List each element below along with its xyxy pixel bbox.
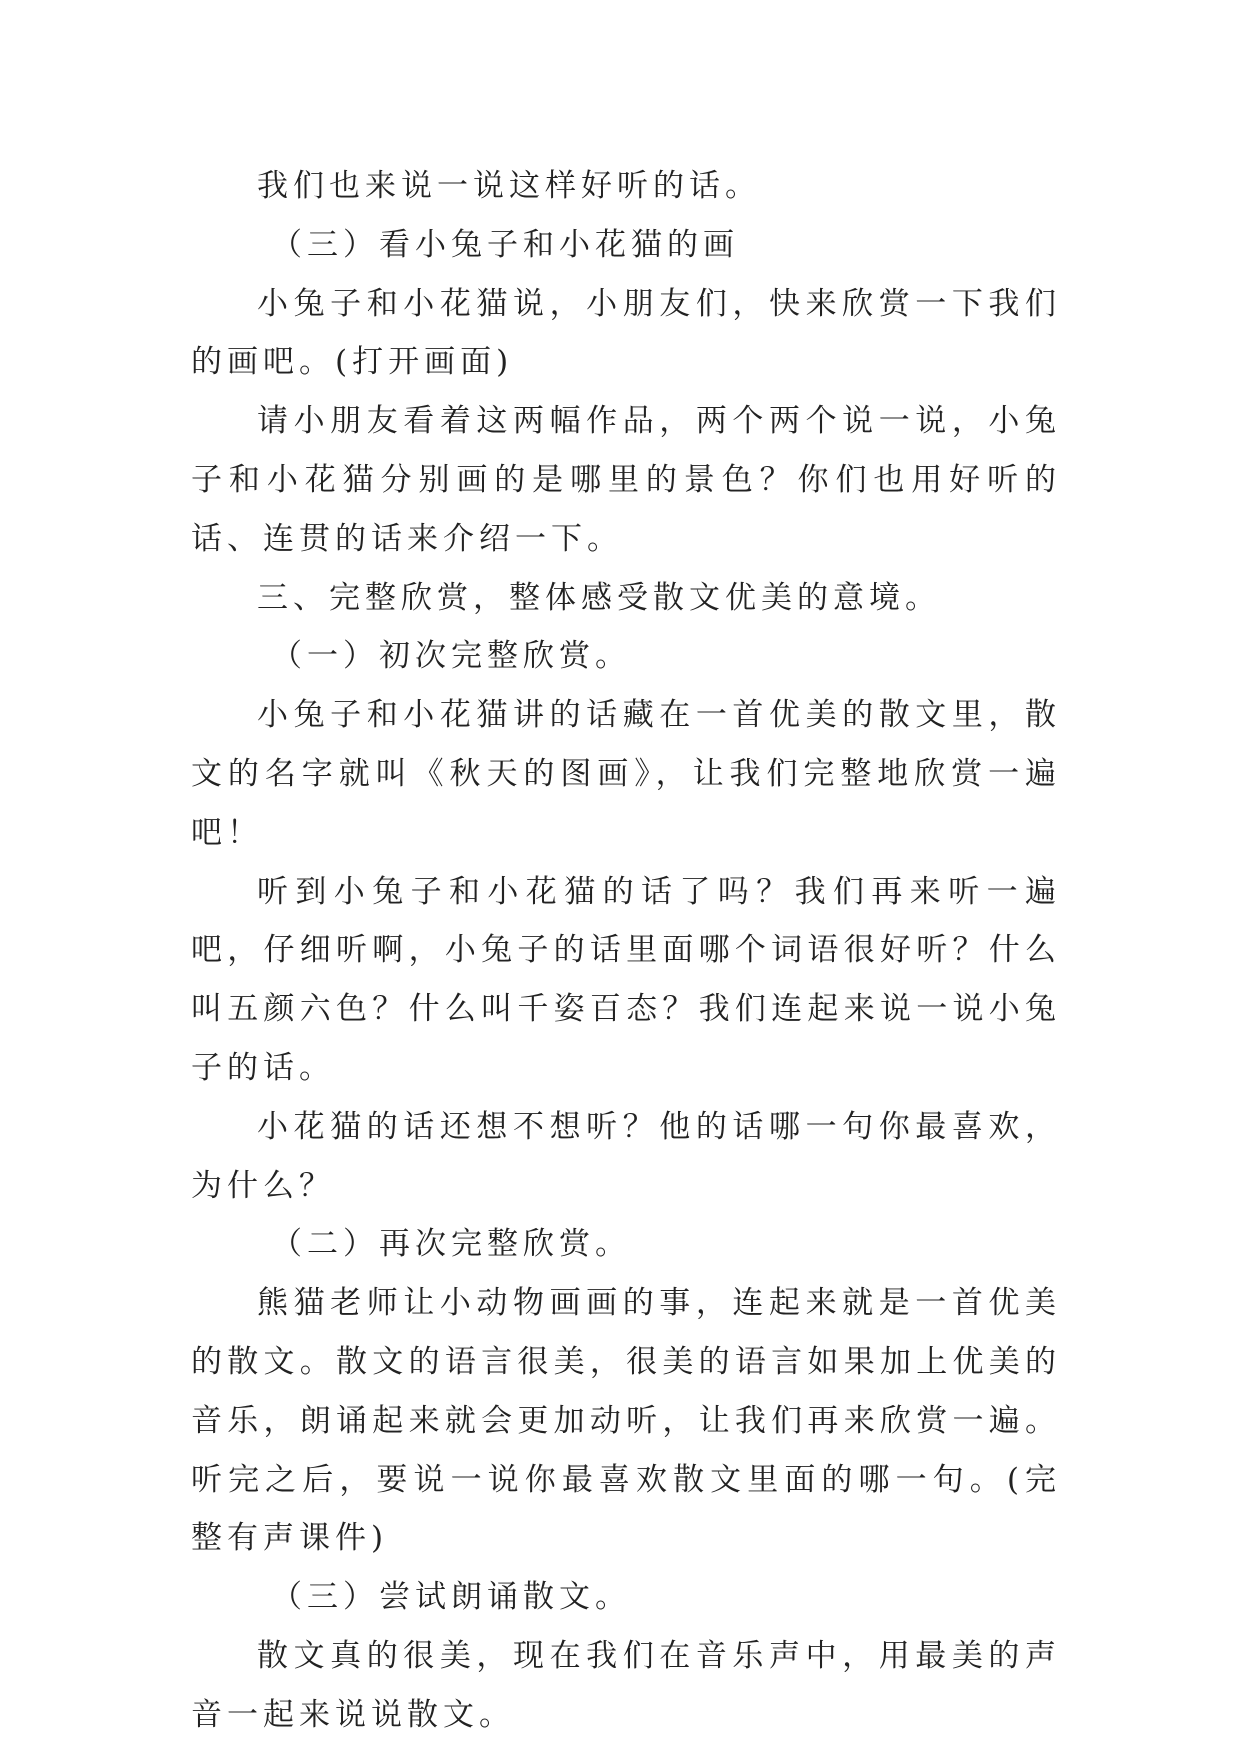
document-body <box>191 157 1061 1745</box>
paragraph-7: 小兔子和小花猫讲的话藏在一首优美的散文里，散文的名字就叫《秋天的图画》，让我们完整地欣赏一遍吧！ <box>191 697 1061 851</box>
subheading-try-reciting: （三）尝试朗诵散文。 <box>271 1579 631 1616</box>
subheading-second-appreciation: （二）再次完整欣赏。 <box>271 1226 631 1263</box>
paragraph-4: 请小朋友看着这两幅作品，两个两个说一说，小兔子和小花猫分别画的是哪里的景色？你们也用好听的话、连贯的话来介绍一下。 <box>191 403 1061 557</box>
paragraph-8: 听到小兔子和小花猫的话了吗？我们再来听一遍吧，仔细听啊，小兔子的话里面哪个词语很好听？什么叫五颜六色？什么叫千姿百态？我们连起来说一说小兔子的话。 <box>191 873 1061 1086</box>
paragraph-11: 熊猫老师让小动物画画的事，连起来就是一首优美的散文。散文的语言很美，很美的语言如果加上优美的音乐，朗诵起来就会更加动听，让我们再来欣赏一遍。听完之后，要说一说你最喜欢散文里面的哪一句。(完整有声课件) <box>191 1285 1061 1557</box>
paragraph-9: 小花猫的话还想不想听？他的话哪一句你最喜欢，为什么？ <box>191 1108 1061 1204</box>
subheading-look-at-paintings: （三）看小兔子和小花猫的画 <box>271 226 739 263</box>
paragraph-3: 小兔子和小花猫说，小朋友们，快来欣赏一下我们的画吧。(打开画面) <box>191 285 1061 381</box>
subheading-first-appreciation: （一）初次完整欣赏。 <box>271 638 631 675</box>
section-heading-full-appreciation: 三、完整欣赏，整体感受散文优美的意境。 <box>257 579 941 616</box>
paragraph-13: 散文真的很美，现在我们在音乐声中，用最美的声音一起来说说散文。 <box>191 1637 1061 1733</box>
paragraph-1: 我们也来说一说这样好听的话。 <box>257 168 761 204</box>
